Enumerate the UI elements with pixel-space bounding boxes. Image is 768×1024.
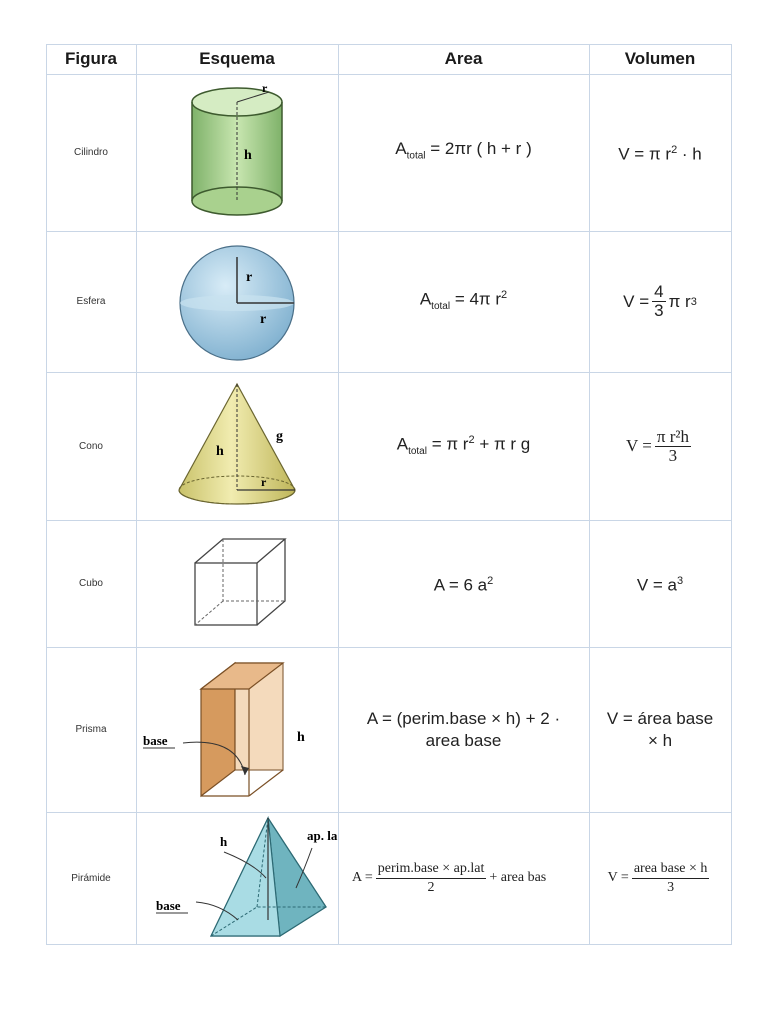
prism-label-h: h: [297, 730, 305, 745]
cylinder-volume: V = π $r^2 \cdot h$: [618, 144, 702, 164]
cone-area: $A_{total} = \pi$ $r^2 + \pi$ r g: [396, 433, 531, 458]
cone-volume-fraction: $\frac{\text{π r²h}}{3}$: [656, 426, 689, 465]
cylinder-label-r: r: [262, 81, 268, 95]
cylinder-diagram: [136, 74, 338, 231]
row-esfera-name: Esfera: [76, 296, 106, 307]
pyramid-label-base: base: [156, 898, 181, 913]
cube-volume: $V = a^3$: [636, 575, 684, 595]
pyramid-label-ap: ap. la: [307, 828, 338, 843]
cone-label-r: r: [261, 475, 267, 489]
header-esquema: Esquema: [199, 49, 275, 68]
cylinder-label-h: h: [244, 148, 252, 163]
row-cubo-name: Cubo: [79, 578, 103, 589]
prism-volume: V = área base × h: [606, 708, 714, 750]
row-prisma-name: Prisma: [75, 724, 107, 735]
sphere-diagram: [136, 231, 338, 372]
pyramid-volume-fraction: $\frac{\text{area base × h}}{3}$: [633, 860, 708, 895]
row-piramide-name: Pirámide: [71, 872, 111, 884]
prism-label-base: base: [143, 733, 168, 748]
pyramid-area: A = $\frac{\text{perim.base × ap.lat}}{2}$ + area bas: [352, 860, 547, 895]
sphere-label-r1: r: [246, 270, 253, 285]
cone-label-g: g: [276, 429, 283, 444]
cone-label-h: h: [216, 444, 224, 459]
cube-diagram: [136, 520, 338, 647]
sphere-area: $A_{total} = 4\pi$ $r^2$: [419, 289, 508, 313]
header-volumen: Volumen: [624, 49, 696, 68]
header-area: Area: [444, 49, 483, 68]
formula-table: [46, 44, 732, 945]
pyramid-label-h: h: [220, 834, 228, 849]
sphere-volume: V = $\frac{4}{3}$ π r 3: [623, 282, 697, 320]
cone-volume: V = $\frac{\text{π r²h}}{3}$: [626, 426, 689, 465]
row-cono-name: Cono: [79, 440, 103, 452]
row-cilindro-name: Cilindro: [74, 147, 108, 158]
pyramid-diagram: [136, 812, 338, 944]
prism-diagram: [136, 647, 338, 812]
sphere-label-r2: r: [260, 312, 267, 327]
prism-area: A = (perim.base × h) + 2 · area base: [366, 708, 561, 750]
header-figura: Figura: [65, 49, 117, 68]
pyramid-area-fraction: $\frac{\text{perim.base × ap.lat}}{2}$: [377, 860, 485, 895]
cube-area: A = 6 $a^2$: [433, 575, 494, 595]
cylinder-area: $A_{total} = 2\pi r$ ( h + r ): [395, 138, 532, 162]
sphere-volume-fraction: $\frac{4}{3}$: [654, 282, 664, 320]
pyramid-volume: V = $\frac{\text{area base × h}}{3}$: [607, 860, 708, 895]
cone-diagram: [136, 372, 338, 520]
